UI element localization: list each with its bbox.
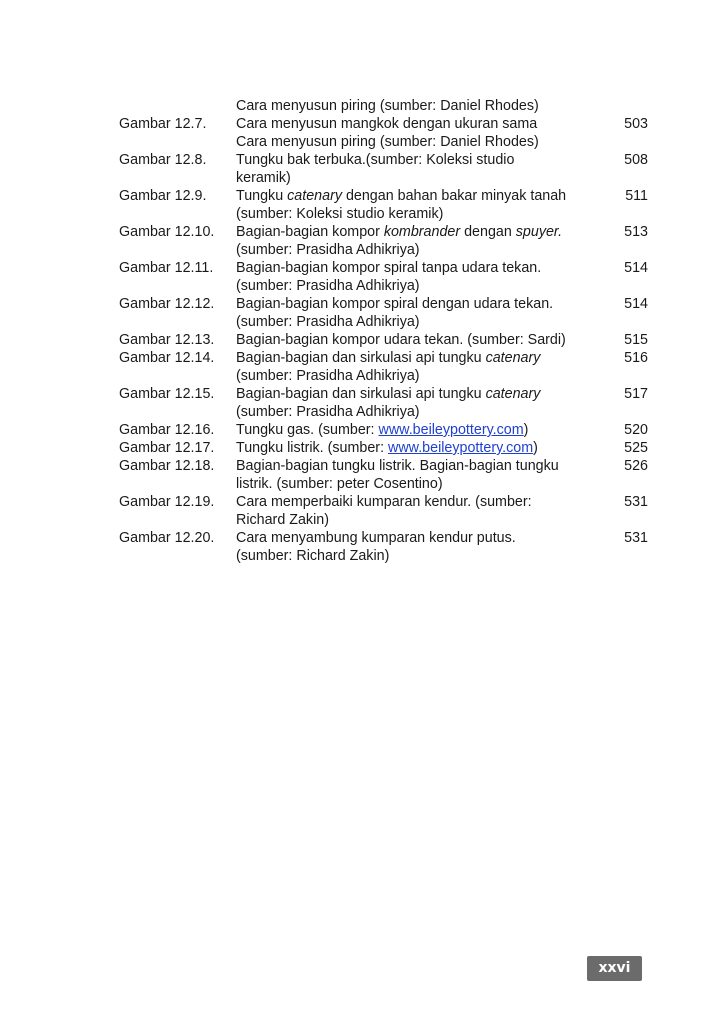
caption-line: [236, 547, 616, 565]
figure-entry: [119, 331, 659, 349]
caption-text: Bagian-bagian dan sirkulasi api tungku: [236, 350, 486, 366]
caption-text: Bagian-bagian dan sirkulasi api tungku: [236, 386, 486, 402]
caption-line: [236, 151, 616, 169]
page-reference: 517: [624, 386, 648, 402]
caption-line: [236, 457, 616, 475]
page-reference: 513: [624, 224, 648, 240]
figure-label: Gambar 12.7.: [119, 116, 207, 132]
caption-text: Tungku: [236, 188, 288, 204]
caption-text: (sumber: Prasidha Adhikriya): [236, 314, 420, 330]
caption-text: Bagian-bagian kompor spiral dengan udara tekan.: [236, 296, 554, 312]
caption-italic-term: catenary: [287, 188, 342, 204]
caption-text: (sumber: Richard Zakin): [236, 548, 390, 564]
figure-caption: [236, 115, 616, 151]
caption-line: [236, 133, 616, 151]
figure-caption: [236, 97, 616, 115]
caption-line: [236, 511, 616, 529]
caption-line: [236, 313, 616, 331]
caption-text: listrik. (sumber: peter Cosentino): [236, 476, 443, 492]
caption-line: [236, 259, 616, 277]
caption-line: [236, 277, 616, 295]
caption-line: [236, 367, 616, 385]
page-reference: 526: [624, 458, 648, 474]
figure-entry: [119, 259, 659, 295]
caption-text: (sumber: Prasidha Adhikriya): [236, 278, 420, 294]
caption-line: [236, 187, 616, 205]
caption-line: [236, 295, 616, 313]
page-reference: 525: [624, 440, 648, 456]
page-reference: 514: [624, 260, 648, 276]
page-number-badge: xxvi: [587, 956, 642, 981]
figure-caption: [236, 187, 616, 223]
source-link[interactable]: www.beileypottery.com: [388, 440, 534, 456]
caption-italic-term: spuyer.: [515, 224, 563, 240]
figure-entry: [119, 223, 659, 259]
caption-italic-term: catenary: [485, 350, 541, 366]
figure-entry: [119, 439, 659, 457]
caption-text: Tungku bak terbuka.(sumber: Koleksi studio: [236, 152, 515, 168]
caption-line: [236, 475, 616, 493]
page-reference: 508: [624, 152, 648, 168]
caption-text: keramik): [236, 170, 291, 186]
caption-text: ): [523, 422, 529, 438]
figure-entry: [119, 295, 659, 331]
figure-label: Gambar 12.19.: [119, 494, 215, 510]
caption-text: Bagian-bagian kompor spiral tanpa udara tekan.: [236, 260, 542, 276]
page-reference: 515: [624, 332, 648, 348]
figure-entry: [119, 97, 659, 115]
figure-caption: [236, 259, 616, 295]
caption-text: dengan bahan bakar minyak tanah: [341, 188, 567, 204]
figure-label: Gambar 12.13.: [119, 332, 215, 348]
caption-line: [236, 421, 616, 439]
figure-entry: [119, 151, 659, 187]
figure-entry: [119, 349, 659, 385]
caption-text: Cara menyusun piring (sumber: Daniel Rhodes): [236, 98, 539, 114]
caption-text: (sumber: Prasidha Adhikriya): [236, 368, 420, 384]
caption-text: (sumber: Koleksi studio keramik): [236, 206, 444, 222]
caption-text: Cara memperbaiki kumparan kendur. (sumber:: [236, 494, 532, 510]
caption-text: Cara menyusun piring (sumber: Daniel Rhodes): [236, 134, 539, 150]
caption-line: [236, 115, 616, 133]
caption-text: dengan: [460, 224, 516, 240]
caption-text: Cara menyusun mangkok dengan ukuran sama: [236, 116, 538, 132]
figure-entry: [119, 493, 659, 529]
caption-text: Bagian-bagian tungku listrik. Bagian-bagian tungku: [236, 458, 559, 474]
caption-line: [236, 529, 616, 547]
page-reference: 511: [625, 188, 648, 204]
figure-caption: [236, 295, 616, 331]
figure-label: Gambar 12.20.: [119, 530, 215, 546]
page-reference: 516: [624, 350, 648, 366]
figure-caption: [236, 349, 616, 385]
figure-entry: [119, 421, 659, 439]
caption-line: [236, 97, 616, 115]
page-reference: 503: [624, 116, 648, 132]
caption-text: Bagian-bagian kompor udara tekan. (sumber: Sardi): [236, 332, 566, 348]
figure-caption: [236, 439, 616, 457]
figure-label: Gambar 12.16.: [119, 422, 215, 438]
caption-line: [236, 223, 616, 241]
page-reference: 520: [624, 422, 648, 438]
figure-label: Gambar 12.10.: [119, 224, 215, 240]
figure-entry: [119, 457, 659, 493]
page-reference: 531: [624, 530, 648, 546]
page-reference: 531: [624, 494, 648, 510]
caption-text: (sumber: Prasidha Adhikriya): [236, 404, 420, 420]
figure-label: Gambar 12.18.: [119, 458, 215, 474]
figure-label: Gambar 12.12.: [119, 296, 215, 312]
figure-caption: [236, 529, 616, 565]
caption-text: Tungku listrik. (sumber:: [236, 440, 389, 456]
figure-label: Gambar 12.15.: [119, 386, 215, 402]
caption-line: [236, 331, 616, 349]
figure-entry: [119, 385, 659, 421]
figure-caption: [236, 385, 616, 421]
figure-label: Gambar 12.14.: [119, 350, 215, 366]
caption-text: Bagian-bagian kompor: [236, 224, 384, 240]
caption-text: Tungku gas. (sumber:: [236, 422, 379, 438]
figure-caption: [236, 421, 616, 439]
figure-entry: [119, 187, 659, 223]
figure-list: [119, 97, 659, 565]
figure-caption: [236, 223, 616, 259]
caption-text: ): [533, 440, 538, 456]
caption-line: [236, 439, 616, 457]
caption-line: [236, 205, 616, 223]
page-reference: 514: [624, 296, 648, 312]
figure-label: Gambar 12.9.: [119, 188, 207, 204]
figure-caption: [236, 493, 616, 529]
figure-label: Gambar 12.17.: [119, 440, 215, 456]
figure-entry: [119, 529, 659, 565]
caption-line: [236, 385, 616, 403]
caption-line: [236, 403, 616, 421]
caption-line: [236, 169, 616, 187]
caption-text: (sumber: Prasidha Adhikriya): [236, 242, 420, 258]
caption-line: [236, 241, 616, 259]
source-link[interactable]: www.beileypottery.com: [378, 422, 524, 438]
caption-text: Cara menyambung kumparan kendur putus.: [236, 530, 516, 546]
caption-text: Richard Zakin): [236, 512, 329, 528]
figure-label: Gambar 12.8.: [119, 152, 207, 168]
figure-caption: [236, 457, 616, 493]
caption-line: [236, 349, 616, 367]
caption-italic-term: kombrander: [383, 224, 461, 240]
figure-label: Gambar 12.11.: [119, 260, 214, 276]
caption-line: [236, 493, 616, 511]
figure-entry: [119, 115, 659, 151]
caption-italic-term: catenary: [485, 386, 541, 402]
figure-caption: [236, 151, 616, 187]
figure-caption: [236, 331, 616, 349]
